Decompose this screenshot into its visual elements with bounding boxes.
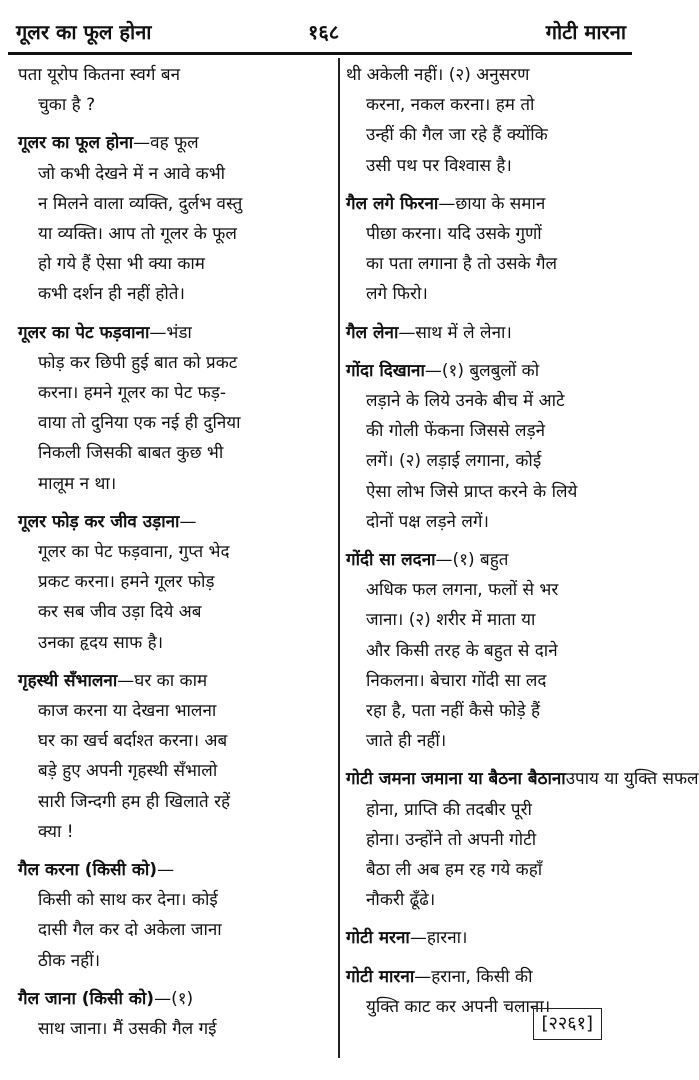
header-right-guide-word: गोटी मारना: [545, 20, 626, 44]
entry-text: उसी पथ पर विश्वास है।: [366, 155, 512, 176]
entry-line: [346, 666, 632, 696]
entry-text: युक्ति काट कर अपनी चलाना।: [366, 996, 551, 1017]
page-header: [8, 14, 632, 48]
entry-text: —हारना।: [409, 928, 468, 949]
entry-line: [346, 885, 632, 915]
entry-text: निकलना। बेचारा गोंदी सा लद: [366, 670, 547, 691]
entry-line: [18, 348, 324, 378]
entry-text: बड़े हुए अपनी गृहस्थी सँभालो: [38, 761, 218, 782]
entry-line: [18, 756, 324, 786]
entry-line: [346, 356, 632, 386]
entry-text: दोनों पक्ष लड़ने लगें।: [366, 511, 489, 532]
entry-text: उपाय या युक्ति सफल: [565, 769, 699, 790]
right-column: [346, 60, 699, 1030]
entry-line: [346, 855, 632, 885]
dictionary-entry: [18, 984, 324, 1044]
entry-text: होना, प्राप्ति की तदबीर पूरी: [366, 799, 532, 820]
entry-line: [346, 189, 632, 219]
entry-text: बैठा ली अब हम रह गये कहाँ: [366, 860, 543, 881]
entry-text: —: [157, 860, 175, 881]
entry-text: या व्यक्ति। आप तो गूलर के फूल: [38, 224, 237, 245]
entry-line: [346, 90, 632, 120]
entry-line: [18, 855, 324, 885]
entry-text: किसी को साथ कर देना। कोई: [38, 890, 218, 911]
entry-text: कर सब जीव उड़ा दिये अब: [38, 602, 202, 623]
entry-headword: गोटी मरना: [346, 928, 410, 949]
entry-line: [18, 537, 324, 567]
entry-line: [346, 795, 632, 825]
entry-text: दासी गैल कर दो अकेला जाना: [38, 920, 222, 941]
entry-line: [346, 446, 632, 476]
entry-line: [346, 962, 632, 992]
entry-line: [346, 416, 632, 446]
entry-line: [346, 318, 632, 348]
entry-line: [18, 946, 324, 976]
dictionary-entry: [18, 318, 324, 499]
entry-text: करना। हमने गूलर का पेट फड़-: [38, 383, 227, 404]
entry-headword: गूलर फोड़ कर जीव उड़ाना: [18, 511, 180, 532]
entry-text: पता यूरोप कितना स्वर्ग बन: [18, 65, 181, 85]
entry-text: का पता लगाना है तो उसके गैल: [366, 254, 558, 275]
entry-line: [18, 984, 324, 1014]
entry-line: [18, 90, 324, 120]
entry-headword: गैल जाना (किसी को): [18, 988, 155, 1009]
left-column: [18, 60, 324, 1052]
entry-line: [346, 726, 632, 756]
dictionary-entry: [18, 855, 324, 976]
entry-line: [346, 279, 632, 309]
entry-line: [18, 597, 324, 627]
entry-text: मालूम न था।: [38, 473, 117, 494]
dictionary-entry: [346, 318, 632, 348]
dictionary-entry: [346, 764, 699, 915]
entry-text: प्रकट करना। हमने गूलर फोड़: [38, 572, 215, 593]
entry-line: [18, 817, 324, 847]
entry-text: लगें। (२) लड़ाई लगाना, कोई: [366, 451, 542, 472]
dictionary-entry: [18, 128, 324, 309]
entry-line: [346, 477, 632, 507]
entry-text: पीछा करना। यदि उसके गुणों: [366, 224, 542, 245]
entry-line: [18, 159, 324, 189]
entry-text: ऐसा लोभ जिसे प्राप्त करने के लिये: [366, 481, 578, 502]
entry-line: [346, 696, 632, 726]
entry-text: —भंडा: [149, 322, 192, 343]
entry-line: [346, 575, 632, 605]
entry-line: [346, 386, 632, 416]
entry-line: [18, 507, 324, 537]
entry-text: गूलर का पेट फड़वाना, गुप्त भेद: [38, 542, 230, 563]
entry-headword: गैल लेना: [346, 322, 399, 343]
entry-line: [346, 636, 632, 666]
entry-text: साथ जाना। मैं उसकी गैल गई: [38, 1019, 217, 1040]
entry-text: उनका हृदय साफ है।: [38, 632, 164, 653]
entry-text: जाते ही नहीं।: [366, 731, 447, 752]
entry-text: लगे फिरो।: [366, 284, 428, 305]
entry-headword: गैल लगे फिरना: [346, 193, 439, 214]
entry-headword: गोंदा दिखाना: [346, 360, 425, 381]
entry-line: [346, 825, 632, 855]
entry-text: —: [179, 511, 197, 532]
entry-headword: गूलर का पेट फड़वाना: [18, 322, 150, 343]
entry-line: [346, 249, 632, 279]
entry-text: न मिलने वाला व्यक्ति, दुर्लभ वस्तु: [38, 193, 243, 214]
entry-text: वाया तो दुनिया एक नई ही दुनिया: [38, 413, 241, 434]
entry-line: [346, 507, 632, 537]
entry-line: [18, 128, 324, 158]
entry-line: [18, 885, 324, 915]
entry-text: और किसी तरह के बहुत से दाने: [366, 640, 558, 661]
column-divider: [338, 58, 340, 1058]
dictionary-entry: [346, 189, 632, 310]
entry-text: सारी जिन्दगी हम ही खिलाते रहें: [38, 791, 231, 812]
dictionary-entry: [346, 923, 632, 953]
entry-line: [346, 120, 632, 150]
entry-line: [18, 249, 324, 279]
entry-line: [18, 666, 324, 696]
entry-text: जो कभी देखने में न आवे कभी: [38, 163, 226, 184]
dictionary-entry: [346, 545, 632, 756]
entry-text: अधिक फल लगना, फलों से भर: [366, 580, 559, 601]
entry-line: [346, 219, 632, 249]
entry-line: [18, 438, 324, 468]
entry-headword: गृहस्थी सँभालना: [18, 670, 118, 691]
entry-text: —(१) बहुत: [435, 550, 509, 571]
entry-text: थी अकेली नहीं। (२) अनुसरण: [346, 65, 530, 85]
entry-text: उन्हीं की गैल जा रहे हैं क्योंकि: [366, 125, 548, 146]
entry-text: —(१) बुलबुलों को: [424, 360, 540, 381]
entry-headword: गोटी जमना जमाना या बैठना बैठाना: [346, 769, 566, 790]
dictionary-entry: [346, 356, 632, 537]
entry-line: [18, 469, 324, 499]
entry-headword: गोंदी सा लदना: [346, 550, 436, 571]
entry-line: [18, 915, 324, 945]
entry-line: [18, 60, 324, 90]
entry-text: होना। उन्होंने तो अपनी गोटी: [366, 829, 537, 850]
entry-text: घर का खर्च बर्दाश्त करना। अब: [38, 731, 228, 752]
entry-text: की गोली फेंकना जिससे लड़ने: [366, 421, 546, 442]
entry-text: हो गये हैं ऐसा भी क्या काम: [38, 254, 205, 275]
dictionary-entry: [18, 666, 324, 847]
entry-text: जाना। (२) शरीर में माता या: [366, 610, 536, 631]
entry-text: क्या !: [38, 821, 74, 842]
entry-line: [18, 696, 324, 726]
entry-text: करना, नकल करना। हम तो: [366, 95, 535, 116]
entry-text: नौकरी ढूँढे।: [366, 890, 436, 911]
entry-text: —साथ में ले लेना।: [398, 322, 512, 343]
entry-text: काज करना या देखना भालना: [38, 701, 217, 722]
entry-text: निकली जिसकी बाबत कुछ भी: [38, 443, 224, 464]
entry-text: —वह फूल: [133, 133, 199, 154]
entry-line: [346, 605, 632, 635]
entry-line: [18, 408, 324, 438]
entry-line: [18, 1014, 324, 1044]
entry-text: —छाया के समान: [438, 193, 546, 214]
entry-line: [18, 279, 324, 309]
entry-headword: गूलर का फूल होना: [18, 133, 134, 154]
page-number: १६८: [308, 20, 340, 44]
entry-line: [18, 726, 324, 756]
dictionary-entry: [346, 60, 632, 181]
header-left-guide-word: गूलर का फूल होना: [16, 20, 152, 44]
entry-line: [18, 318, 324, 348]
entry-headword: गोटी मारना: [346, 966, 415, 987]
entry-headword: गैल करना (किसी को): [18, 860, 158, 881]
dictionary-entry: [18, 507, 324, 658]
entry-text: रहा है, पता नहीं कैसे फोड़े हैं: [366, 701, 541, 722]
entry-line: [346, 60, 632, 90]
header-rule: [8, 52, 632, 55]
entry-line: [18, 189, 324, 219]
entry-text: —घर का काम: [117, 670, 208, 691]
entry-text: कभी दर्शन ही नहीं होते।: [38, 284, 185, 305]
entry-text: लड़ाने के लिये उनके बीच में आटे: [366, 391, 565, 412]
entry-line: [346, 151, 632, 181]
entry-line: [346, 923, 632, 953]
entry-line: [18, 378, 324, 408]
entry-text: चुका है ?: [38, 95, 96, 116]
entry-text: —(१): [154, 988, 194, 1009]
entry-line: [18, 219, 324, 249]
dictionary-entry: [18, 60, 324, 120]
entry-line: [18, 567, 324, 597]
entry-text: फोड़ कर छिपी हुई बात को प्रकट: [38, 352, 238, 373]
entry-line: [346, 764, 699, 794]
entry-line: [18, 628, 324, 658]
entry-line: [346, 545, 632, 575]
entry-text: ठीक नहीं।: [38, 950, 101, 971]
footer-code: [२२६१]: [533, 1008, 603, 1040]
entry-line: [18, 787, 324, 817]
entry-text: —हराना, किसी की: [414, 966, 533, 987]
